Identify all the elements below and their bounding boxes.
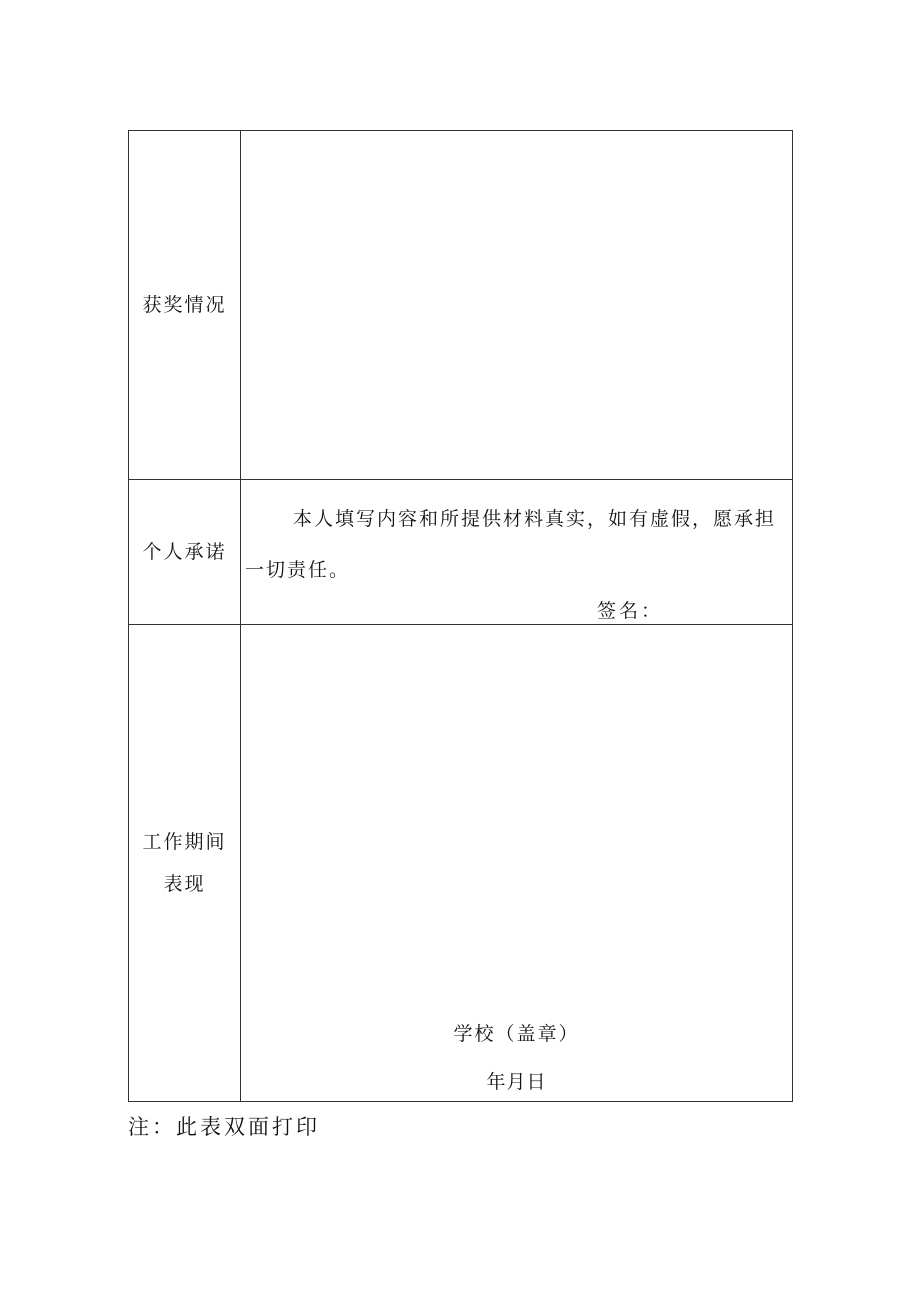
performance-label-cell — [129, 625, 241, 1101]
school-stamp-label: 学校（盖章） — [453, 1023, 580, 1045]
promise-content-cell — [241, 480, 792, 624]
promise-label-cell — [129, 480, 241, 624]
application-form-table — [128, 130, 793, 1102]
awards-label: 获奖情况 — [142, 294, 227, 316]
performance-row — [129, 624, 792, 1101]
performance-label: 工作期间表现 — [142, 831, 227, 895]
promise-statement: 本人填写内容和所提供材料真实，如有虚假，愿承担一切责任。 — [245, 508, 777, 581]
performance-content-cell[interactable] — [241, 625, 792, 1101]
awards-content-cell[interactable] — [241, 131, 792, 479]
awards-row — [129, 131, 792, 479]
signature-label: 签名： — [597, 600, 664, 622]
date-label: 年月日 — [486, 1071, 547, 1093]
awards-label-cell — [129, 131, 241, 479]
footnote: 注：此表双面打印 — [128, 1115, 320, 1139]
promise-row — [129, 479, 792, 624]
promise-label: 个人承诺 — [142, 541, 227, 563]
